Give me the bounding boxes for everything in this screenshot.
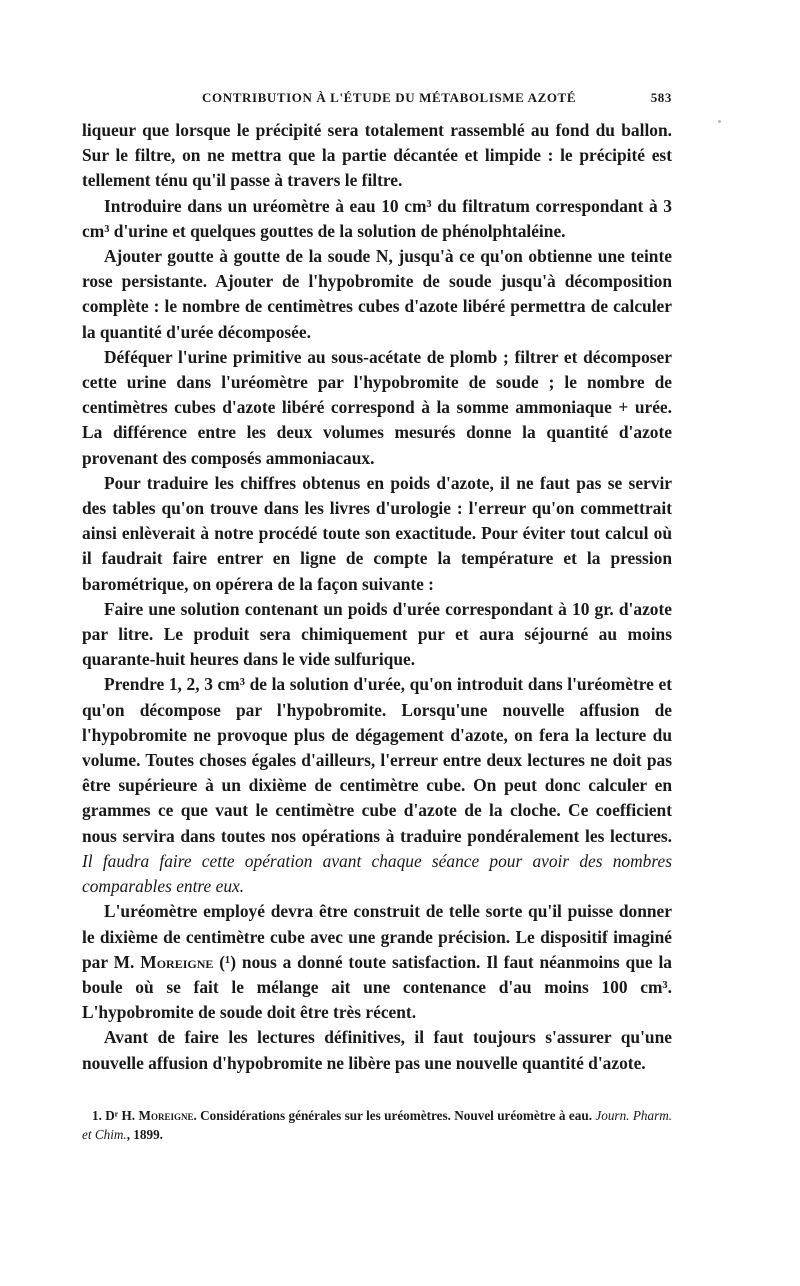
paragraph-3: Ajouter goutte à goutte de la soude N, jusqu'à ce qu'on obtienne une teinte rose persistante. Ajouter de l'hypobromite de soude jusqu'à décomposition complète : le nombre de centimètres cubes d'azote libéré permettra de calculer la quantité d'urée décomposée. <box>82 246 672 342</box>
document-page <box>82 90 672 1144</box>
running-title: CONTRIBUTION À L'ÉTUDE DU MÉTABOLISME AZOTÉ <box>202 90 577 105</box>
footnote-journal: Journ. Pharm. et Chim. <box>82 1107 673 1142</box>
paragraph-5: Pour traduire les chiffres obtenus en poids d'azote, il ne faut pas se servir des tables qu'on trouve dans les livres d'urologie : l'erreur qu'on commettrait ainsi enlèverait à notre procédé toute son exactitude. Pour éviter tout calcul où il faudrait faire entrer en ligne de compte la température et la pression barométrique, on opérera de la façon suivante : <box>82 472 672 594</box>
page-number: 583 <box>650 90 672 105</box>
footnote-year: , 1899. <box>126 1126 163 1142</box>
footnote-reference: (¹) <box>219 951 237 972</box>
paragraph-8-before: L'uréomètre employé devra être construit de telle sorte qu'il puisse donner le dixième de centimètre cube avec une grande précision. Le dispositif imaginé par M. <box>82 901 672 972</box>
footnote-text: . Considérations générales sur les uréomètres. Nouvel uréomètre à eau. <box>193 1107 592 1123</box>
footnote-1 <box>82 1106 672 1144</box>
paragraph-7 <box>82 672 672 899</box>
footnote-author-name: Moreigne <box>138 1107 194 1123</box>
paragraph-8-after: nous a donné toute satisfaction. Il faut néanmoins que la boule où se fait le mélange ait une contenance d'au moins 100 cm³. L'hypobromite de soude doit être très récent. <box>82 951 673 1023</box>
paragraph-6: Faire une solution contenant un poids d'urée correspondant à 10 gr. d'azote par litre. Le produit sera chimiquement pur et aura séjourné au moins quarante-huit heures dans le vide sulfurique. <box>82 598 672 670</box>
paragraph-1: liqueur que lorsque le précipité sera totalement rassemblé au fond du ballon. Sur le filtre, on ne mettra que la partie décantée et limpide : le précipité est tellement ténu qu'il passe à travers le filtre. <box>82 120 672 191</box>
body-text <box>82 118 672 1076</box>
footnote-author-title: Dʳ H. <box>105 1107 136 1123</box>
paragraph-9: Avant de faire les lectures définitives, il faut toujours s'assurer qu'une nouvelle affusion d'hypobromite ne libère pas une nouvelle quantité d'azote. <box>82 1027 672 1073</box>
footnote-number: 1. <box>92 1107 102 1123</box>
footnotes <box>82 1106 672 1144</box>
author-name: Moreigne <box>140 951 214 972</box>
paragraph-4: Déféquer l'urine primitive au sous-acétate de plomb ; filtrer et décomposer cette urine dans l'uréomètre par l'hypobromite de soude ; le nombre de centimètres cubes d'azote libéré correspond à la somme ammoniaque + urée. La différence entre les deux volumes mesurés donne la quantité d'azote provenant des composés ammoniacaux. <box>82 346 672 468</box>
paragraph-7-text: Prendre 1, 2, 3 cm³ de la solution d'urée, qu'on introduit dans l'uréomètre et qu'on décompose par l'hypobromite. Lorsqu'une nouvelle affusion de l'hypobromite ne provoque plus de dégagement d'azote, on fera la lecture du volume. Toutes choses égales d'ailleurs, l'erreur entre deux lectures ne doit pas être supérieure à un dixième de centimètre cube. On peut donc calculer en grammes ce que vaut le centimètre cube d'azote de la cloche. Ce coefficient nous servira dans toutes nos opérations à traduire pondéralement les lectures. <box>82 674 672 846</box>
paragraph-2: Introduire dans un uréomètre à eau 10 cm³ du filtratum correspondant à 3 cm³ d'urine et quelques gouttes de la solution de phénolphtaléine. <box>82 195 672 241</box>
paragraph-8 <box>82 899 672 1025</box>
running-header <box>82 90 672 114</box>
paragraph-7-italic: Il faudra faire cette opération avant chaque séance pour avoir des nombres comparables entre eux. <box>82 850 672 897</box>
paper-speck <box>718 120 721 123</box>
